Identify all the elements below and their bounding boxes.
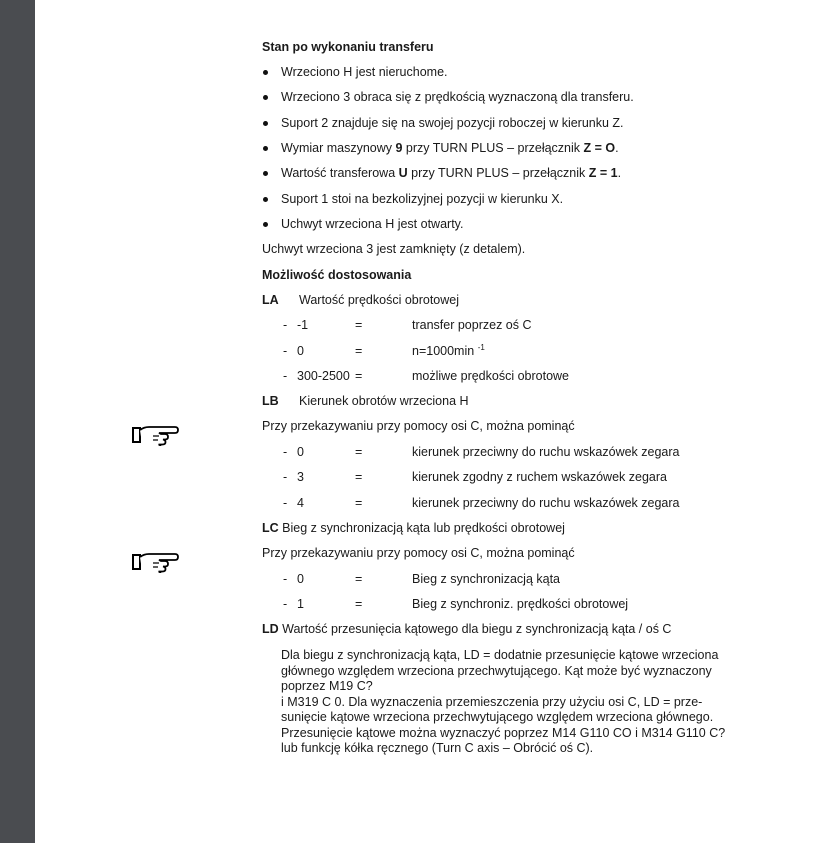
paragraph-line: Dla biegu z synchronizacją kąta, LD = dodatnie przesunięcie kątowe wrzeciona [281, 648, 719, 662]
option-equals: = [355, 470, 363, 484]
viewer-sidebar [0, 0, 35, 843]
param-code-lb: LB [262, 394, 279, 408]
bullet-item: Suport 1 stoi na bezkolizyjnej pozycji w kierunku X. [281, 192, 564, 206]
option-value: 3 [297, 470, 304, 484]
bullet-item: Suport 2 znajduje się na swojej pozycji roboczej w kierunku Z. [281, 116, 624, 130]
option-value: 0 [297, 445, 304, 459]
closing-line: Uchwyt wrzeciona 3 jest zamknięty (z detalem). [262, 242, 526, 256]
option-equals: = [355, 572, 363, 586]
option-dash: - [283, 344, 288, 358]
option-value: 300-2500 [297, 369, 350, 383]
option-equals: = [355, 318, 363, 332]
option-value: -1 [297, 318, 309, 332]
option-value: 0 [297, 344, 304, 358]
option-dash: - [283, 496, 288, 510]
paragraph-line: lub funkcję kółka ręcznego (Turn C axis – Obrócić oś C). [281, 741, 594, 755]
option-equals: = [355, 597, 363, 611]
pointing-hand-icon [131, 424, 179, 446]
paragraph-line: i M319 C 0. Dla wyznaczenia przemieszczenia przy użyciu osi C, LD = prze- [281, 694, 703, 709]
paragraph-line: głównego względem wrzeciona przechwytującego. Kąt może być wyznaczony [281, 663, 712, 678]
param-desc-lb: Kierunek obrotów wrzeciona H [299, 394, 469, 408]
option-dash: - [283, 445, 288, 459]
bullet-item: Wrzeciono 3 obraca się z prędkością wyznaczoną dla transferu. [281, 90, 634, 104]
option-text: możliwe prędkości obrotowe [412, 369, 570, 383]
bullet-item: Wrzeciono H jest nieruchome. [281, 65, 448, 79]
param-desc-la: Wartość prędkości obrotowej [299, 293, 460, 307]
paragraph-line: poprzez M19 C? [281, 679, 373, 693]
param-code-la: LA [262, 293, 279, 307]
option-text: kierunek przeciwny do ruchu wskazówek zegara [412, 445, 680, 459]
option-text: kierunek przeciwny do ruchu wskazówek zegara [412, 496, 680, 510]
option-equals: = [355, 344, 363, 358]
note-text: Przy przekazywaniu przy pomocy osi C, można pominąć [262, 419, 575, 433]
option-dash: - [283, 572, 288, 586]
option-value: 1 [297, 597, 304, 611]
option-text: transfer poprzez oś C [412, 318, 532, 332]
option-dash: - [283, 369, 288, 383]
option-equals: = [355, 369, 363, 383]
option-text: n=1000min $^{-1}$ [412, 343, 485, 358]
option-equals: = [355, 445, 363, 459]
param-lc: LC Bieg z synchronizacją kąta lub prędkości obrotowej [262, 521, 565, 535]
option-text: Bieg z synchroniz. prędkości obrotowej [412, 597, 629, 611]
bullet-item: Uchwyt wrzeciona H jest otwarty. [281, 217, 464, 231]
bullet-item: Wartość transferowa U przy TURN PLUS – przełącznik Z = 1. [281, 166, 622, 180]
option-dash: - [283, 318, 288, 332]
option-value: 0 [297, 572, 304, 586]
pointing-hand-icon [131, 551, 179, 573]
bullet-item: Wymiar maszynowy 9 przy TURN PLUS – przełącznik Z = O. [281, 141, 619, 155]
option-equals: = [355, 496, 363, 510]
option-text: kierunek zgodny z ruchem wskazówek zegara [412, 470, 667, 484]
paragraph-line: sunięcie kątowe wrzeciona przechwytującego względem wrzeciona głównego. [281, 710, 714, 724]
param-ld: LD Wartość przesunięcia kątowego dla biegu z synchronizacją kąta / oś C [262, 622, 672, 636]
ld-description [281, 648, 731, 757]
section-heading: Możliwość dostosowania [262, 268, 412, 282]
option-value: 4 [297, 496, 304, 510]
option-dash: - [283, 597, 288, 611]
section-heading: Stan po wykonaniu transferu [262, 40, 434, 54]
paragraph-line: Przesunięcie kątowe można wyznaczyć poprzez M14 G110 CO i M314 G110 C? [281, 725, 726, 740]
option-text: Bieg z synchronizacją kąta [412, 572, 560, 586]
note-text: Przy przekazywaniu przy pomocy osi C, można pominąć [262, 546, 575, 560]
option-dash: - [283, 470, 288, 484]
